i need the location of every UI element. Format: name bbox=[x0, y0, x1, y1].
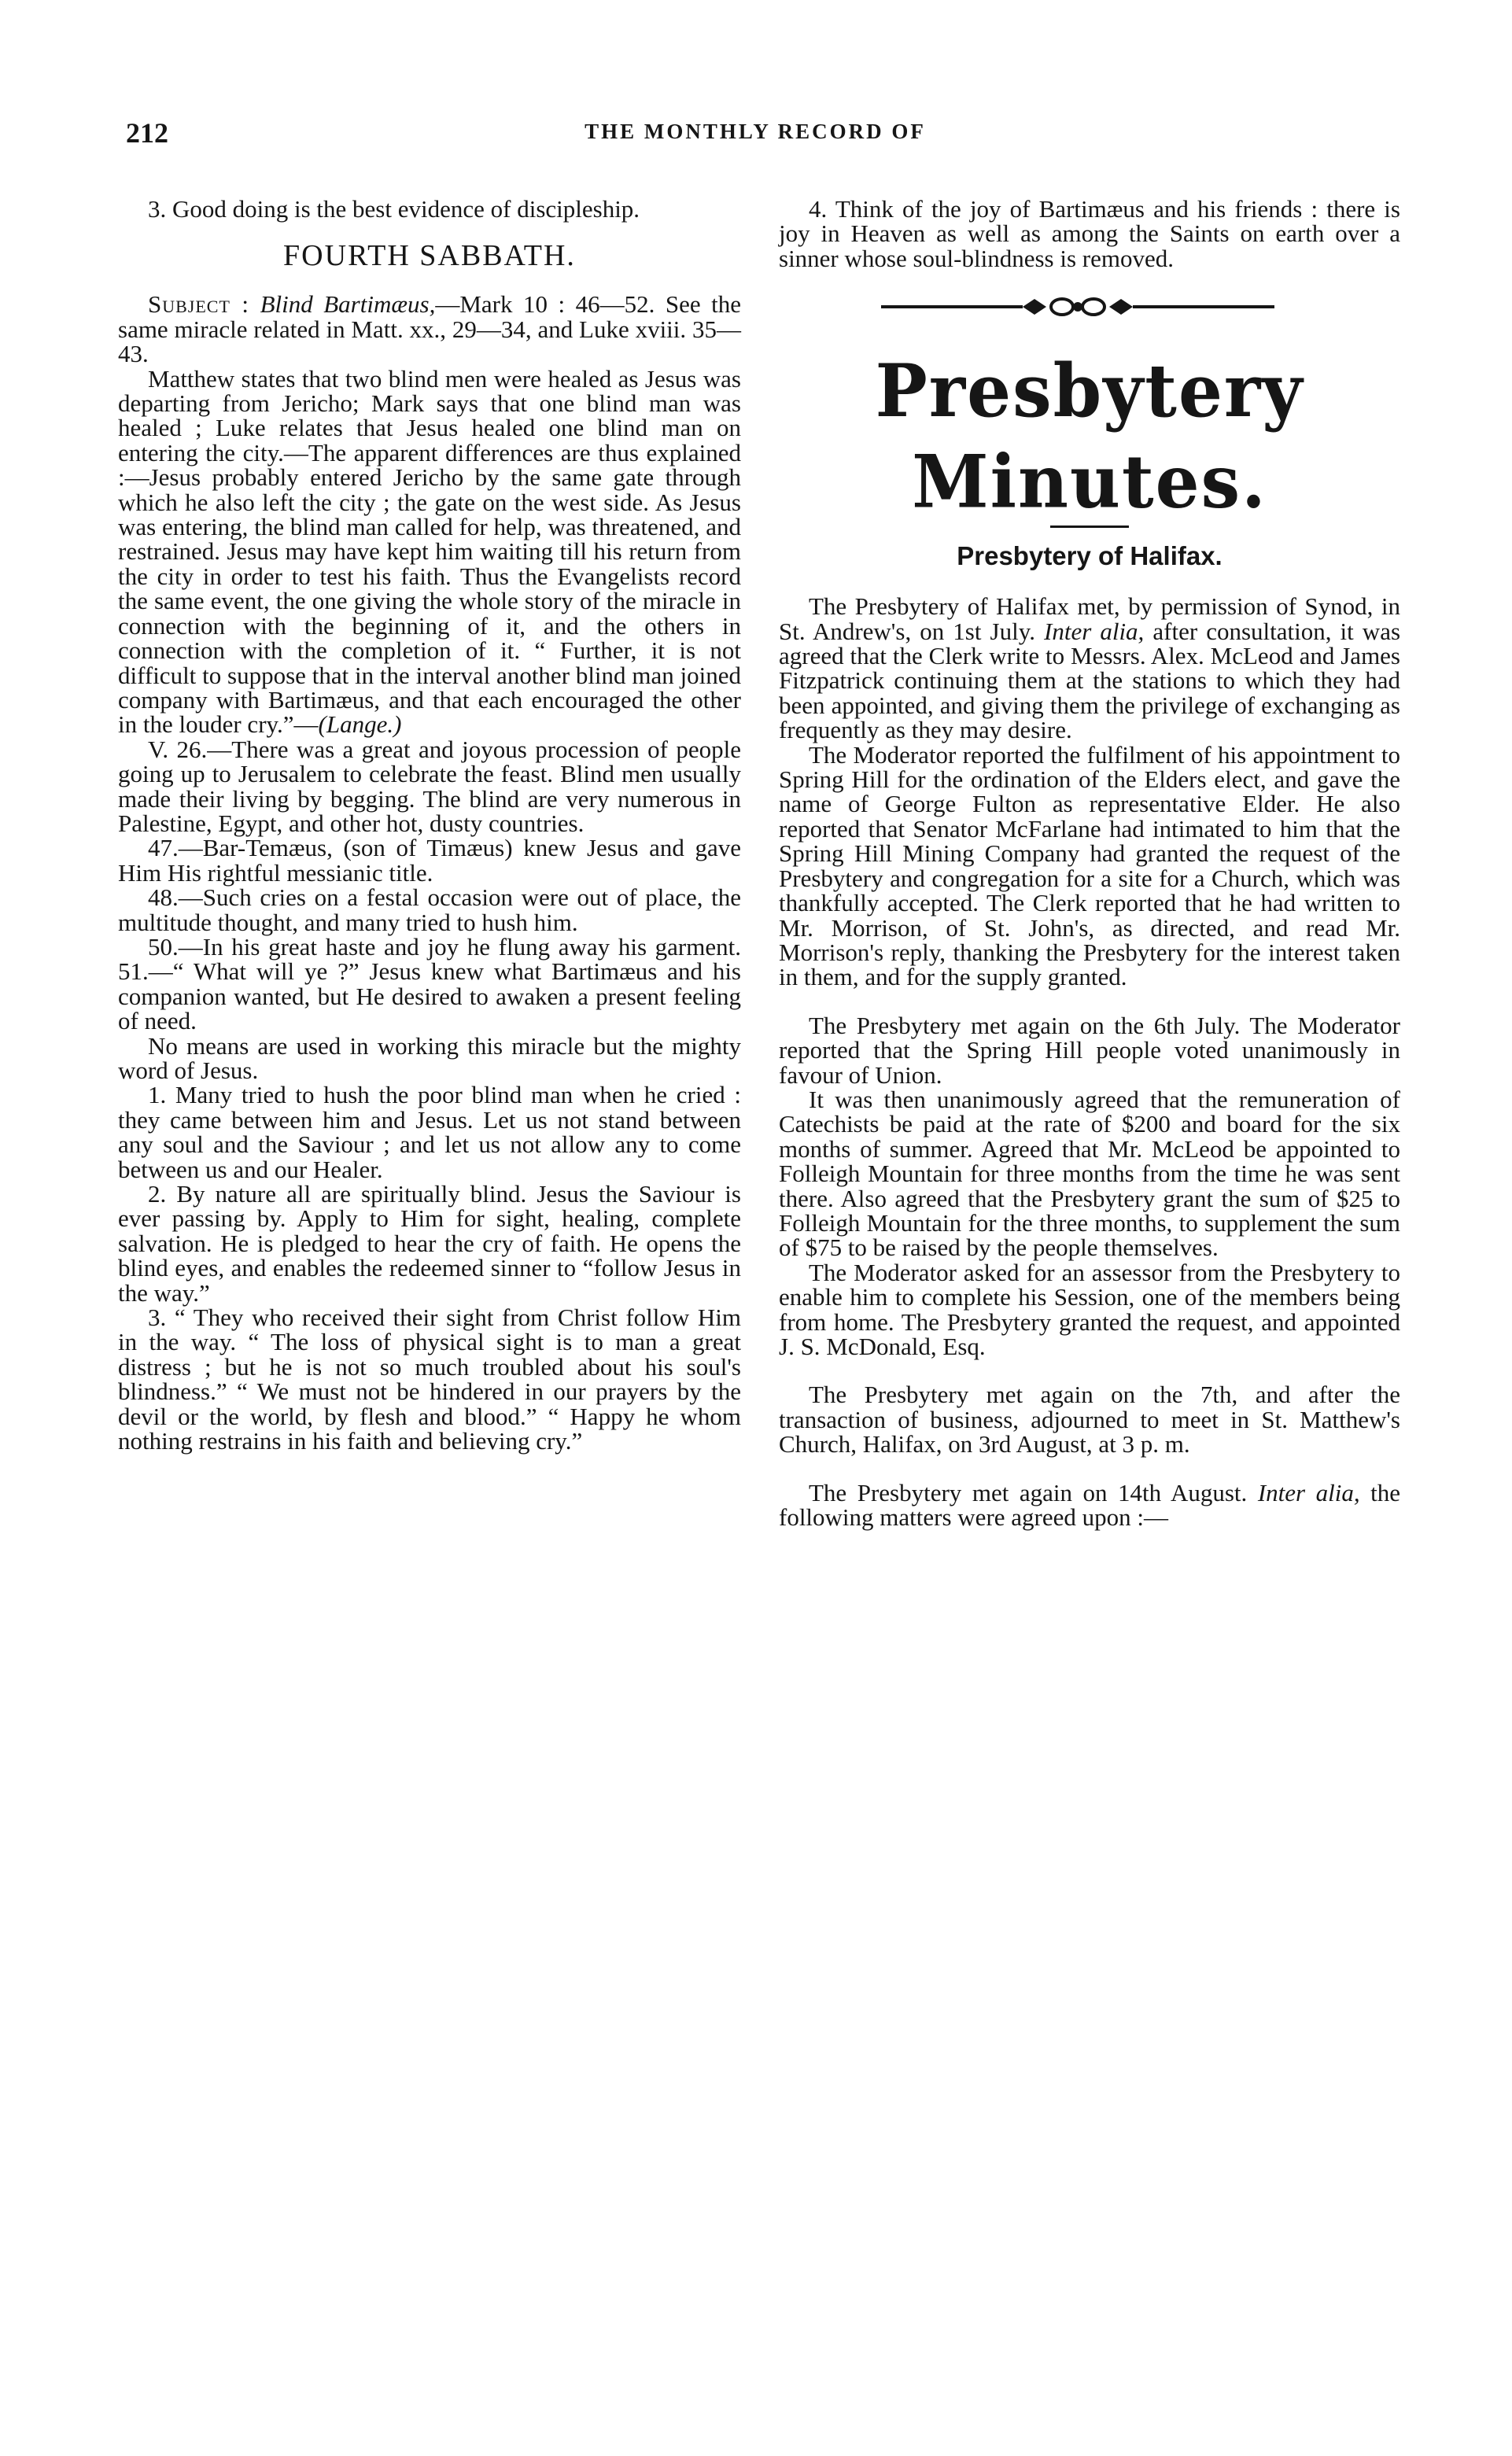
right-column bbox=[779, 195, 1401, 1532]
point-1: 1. Many tried to hush the poor blind man when he cried : they came between him and Jesus. Let us not stand between any soul and the Saviour ; and let us not allow any to come between us and our Healer. bbox=[118, 1081, 741, 1183]
minutes-paragraph-7-end: the following matters were agreed upon :— bbox=[779, 1478, 1400, 1532]
paragraph-no-means: No means are used in working this miracle but the mighty word of Jesus. bbox=[118, 1031, 741, 1084]
subject-paragraph bbox=[118, 292, 741, 366]
section-heading: FOURTH SABBATH. bbox=[283, 239, 576, 273]
left-column bbox=[118, 197, 741, 1454]
paragraph-matthew-text: Matthew states that two blind men were healed as Jesus was departing from Jericho; Mark says that one blind man was healed ; Luke relates that Jesus healed one blind man on entering the city.—The apparent differences are thus explained :—Jesus probably entered Jericho by the same gate through which he also left the city ; the gate on the west side. As Jesus was entering, the blind man called for help, was threatened, and restrained. Jesus may have kept him waiting till his return from the city in order to test his faith. Thus the Evangelists record the same event, the one giving the whole story of the miracle in connection with the beginning of it, and the others in connection with the completion of it. “ Further, it is not difficult to suppose that in the interval another blind man joined company with Bartimæus, and that each encouraged the other in the louder cry.”— bbox=[118, 364, 741, 739]
intro-point: 3. Good doing is the best evidence of discipleship. bbox=[148, 195, 640, 223]
minutes-paragraph-7-start: The Presbytery met again on 14th August. bbox=[809, 1478, 1248, 1506]
minutes-paragraph-1-start: The Presbytery of Halifax met, by permission of Synod, in St. Andrew's, on 1st July. bbox=[779, 592, 1400, 645]
paragraph-matthew bbox=[118, 364, 741, 739]
inter-alia-2: Inter alia, bbox=[1257, 1478, 1360, 1506]
point-3: 3. “ They who received their sight from Christ follow Him in the way. “ The loss of physical sight is to man a great distress ; but he is not so much troubled about his soul's blindness.” “ We must not be hindered in our prayers by the devil or the world, by flesh and blood.” “ Happy he whom nothing restrains in his faith and believing cry.” bbox=[118, 1304, 741, 1455]
point-2: 2. By nature all are spiritually blind. Jesus the Saviour is ever passing by. Apply to Him for sight, healing, complete salvation. He is pledged to hear the cry of faith. He opens the blind eyes, and enables the redeemed sinner to “follow Jesus in the way.” bbox=[118, 1180, 741, 1307]
minutes-paragraph-1-end: after consultation, it was agreed that the Clerk write to Messrs. Alex. McLeod and James Fitzpatrick continuing them at the stations to which they had been appointed, and giving them the privilege of exchanging as frequently as they may desire. bbox=[779, 617, 1401, 744]
paragraph-v47: 47.—Bar-Temæus, (son of Timæus) knew Jesus and gave Him His rightful messianic title. bbox=[118, 834, 741, 887]
minutes-paragraph-3: The Presbytery met again on the 6th July. The Moderator reported that the Spring Hill people voted unanimously in favour of Union. bbox=[779, 1011, 1400, 1089]
running-head: THE MONTHLY RECORD OF bbox=[585, 120, 926, 143]
sub-heading: Presbytery of Halifax. bbox=[957, 541, 1223, 571]
point-4: 4. Think of the joy of Bartimæus and his friends : there is joy in Heaven as well as among the Saints on earth over a sinner whose soul-blindness is removed. bbox=[779, 195, 1400, 272]
citation-lange: (Lange.) bbox=[318, 710, 402, 739]
ornament-rule-icon bbox=[865, 283, 1306, 330]
subject-title: Blind Bartimæus, bbox=[260, 290, 436, 319]
minutes-paragraph-7 bbox=[779, 1478, 1400, 1532]
minutes-paragraph-2: The Moderator reported the fulfilment of his appointment to Spring Hill for the ordination of the Elders elect, and gave the name of George Fulton as representative Elder. He also reported that Senator McFarlane had intimated to him that the Spring Hill Mining Company had granted the request of the Presbytery and congregation for a site for a Church, which was thankfully accepted. The Clerk reported that he had written to Mr. Morrison, of St. John's, as directed, and read Mr. Morrison's reply, thanking the Presbytery for the interest taken in them, and for the supply granted. bbox=[779, 740, 1400, 991]
inter-alia: Inter alia, bbox=[1044, 617, 1145, 645]
minutes-paragraph-5: The Moderator asked for an assessor from the Presbytery to enable him to complete his Session, one of the members being from home. The Presbytery granted the request, and appointed J. S. McDonald, Esq. bbox=[779, 1258, 1400, 1360]
minutes-paragraph-4: It was then unanimously agreed that the remuneration of Catechists be paid at the rate of $200 and board for the six months of summer. Agreed that Mr. McLeod be appointed to Folleigh Mountain for three months from the time he was sent there. Also agreed that the Presbytery grant the sum of $25 to Folleigh Mountain for the three months, to supplement the sum of $75 to be raised by the people themselves. bbox=[779, 1085, 1400, 1262]
paragraph-v50: 50.—In his great haste and joy he flung away his garment. 51.—“ What will ye ?” Jesus knew what Bartimæus and his companion wanted, but He desired to awaken a present feeling of need. bbox=[118, 932, 741, 1035]
section-title: Presbytery Minutes. bbox=[875, 347, 1304, 525]
paragraph-v26: V. 26.—There was a great and joyous procession of people going up to Jerusalem to celebrate the feast. Blind men usually made their living by begging. The blind are very numerous in Palestine, Egypt, and other hot, dusty countries. bbox=[118, 735, 741, 837]
subject-label: Subject : bbox=[148, 290, 250, 319]
minutes-paragraph-1 bbox=[779, 594, 1400, 742]
ornament-divider bbox=[779, 283, 1400, 330]
page-header bbox=[126, 116, 1416, 156]
minutes-paragraph-6: The Presbytery met again on the 7th, and after the transaction of business, adjourned to meet in St. Matthew's Church, Halifax, on 3rd August, at 3 p. m. bbox=[779, 1381, 1400, 1458]
subject-text: —Mark 10 : 46—52. See the same miracle related in Matt. xx., 29—34, and Luke xviii. 35—43. bbox=[118, 290, 742, 368]
page-number: 212 bbox=[126, 117, 168, 149]
paragraph-v48: 48.—Such cries on a festal occasion were out of place, the multitude thought, and many tried to hush him. bbox=[118, 883, 741, 936]
